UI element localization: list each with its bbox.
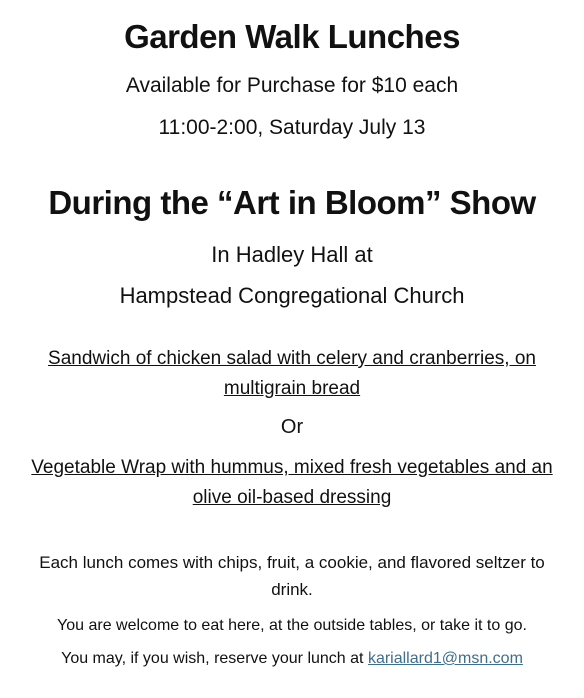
menu-option-wrap: Vegetable Wrap with hummus, mixed fresh vegetables and an olive oil-based dressing (31, 457, 553, 508)
reserve-prefix: You may, if you wish, reserve your lunch at (61, 650, 364, 667)
menu-separator: Or (280, 416, 304, 438)
price-line: Available for Purchase for $10 each (125, 74, 459, 97)
lunch-includes-note: Each lunch comes with chips, fruit, a cookie, and flavored seltzer to drink. (39, 553, 545, 599)
menu-option-sandwich: Sandwich of chicken salad with celery and cranberries, on multigrain bread (48, 348, 536, 399)
time-line: 11:00-2:00, Saturday July 13 (158, 116, 426, 139)
email-link[interactable]: kariallard1@msn.com (367, 650, 523, 667)
venue-line-1: In Hadley Hall at (211, 242, 373, 267)
venue-line-2: Hampstead Congregational Church (119, 283, 465, 308)
page-title: Garden Walk Lunches (124, 18, 460, 55)
event-title: During the “Art in Bloom” Show (48, 184, 536, 221)
reserve-note (30, 645, 554, 672)
eat-options-note: You are welcome to eat here, at the outside tables, or take it to go. (57, 617, 527, 634)
